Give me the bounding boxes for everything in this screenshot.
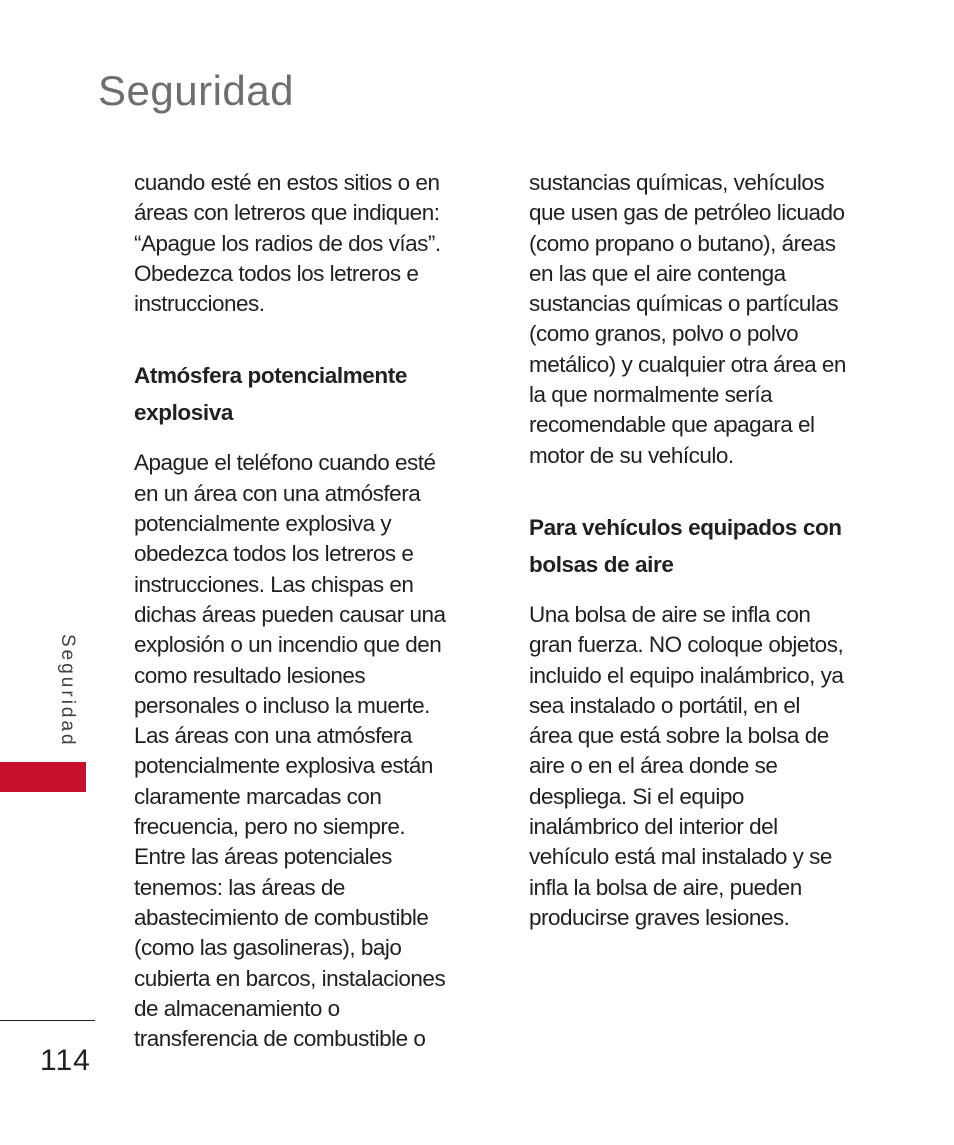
section-heading-airbags: Para vehículos equipados con bolsas de aire bbox=[529, 514, 842, 577]
page-number: 114 bbox=[40, 1044, 91, 1077]
left-column bbox=[134, 168, 484, 1054]
airbags-paragraph: Una bolsa de aire se infla con gran fuerza. NO coloque objetos, incluido el equipo inalámbrico, ya sea instalado o portátil, en el área que está sobre la bolsa de aire o en el área donde se despliega. Si el equipo inalámbrico del interior del vehículo está mal instalado y se infla la bolsa de aire, pueden producirse graves lesiones. bbox=[529, 601, 844, 930]
side-section-label: Seguridad bbox=[57, 634, 78, 748]
intro-paragraph: cuando esté en estos sitios o en áreas con letreros que indiquen: “Apague los radios de dos vías”. Obedezca todos los letreros e instrucciones. bbox=[134, 170, 441, 317]
page-title: Seguridad bbox=[98, 67, 294, 114]
right-column bbox=[529, 168, 879, 933]
section-heading-explosive-atmosphere: Atmósfera potencialmente explosiva bbox=[134, 363, 407, 426]
explosive-atmosphere-paragraph: Apague el teléfono cuando esté en un área con una atmósfera potencialmente explosiva y obedezca todos los letreros e instrucciones. Las chispas en dichas áreas pueden causar una explosión o un incendio que den como resultado lesiones personales o incluso la muerte. Las áreas con una atmósfera potencialmente explosiva están claramente marcadas con frecuencia, pero no siempre. Entre las áreas potenciales tenemos: las áreas de abastecimiento de combustible (como las gasolineras), bajo cubierta en barcos, instalaciones de almacenamiento o transferencia de combustible o bbox=[134, 450, 446, 1052]
footer-divider bbox=[0, 1020, 95, 1021]
section-tab-marker bbox=[0, 762, 86, 792]
continuation-paragraph: sustancias químicas, vehículos que usen gas de petróleo licuado (como propano o butano), áreas en las que el aire contenga sustancias químicas o partículas (como granos, polvo o polvo metálico) y cualquier otra área en la que normalmente sería recomendable que apagara el motor de su vehículo. bbox=[529, 170, 846, 468]
